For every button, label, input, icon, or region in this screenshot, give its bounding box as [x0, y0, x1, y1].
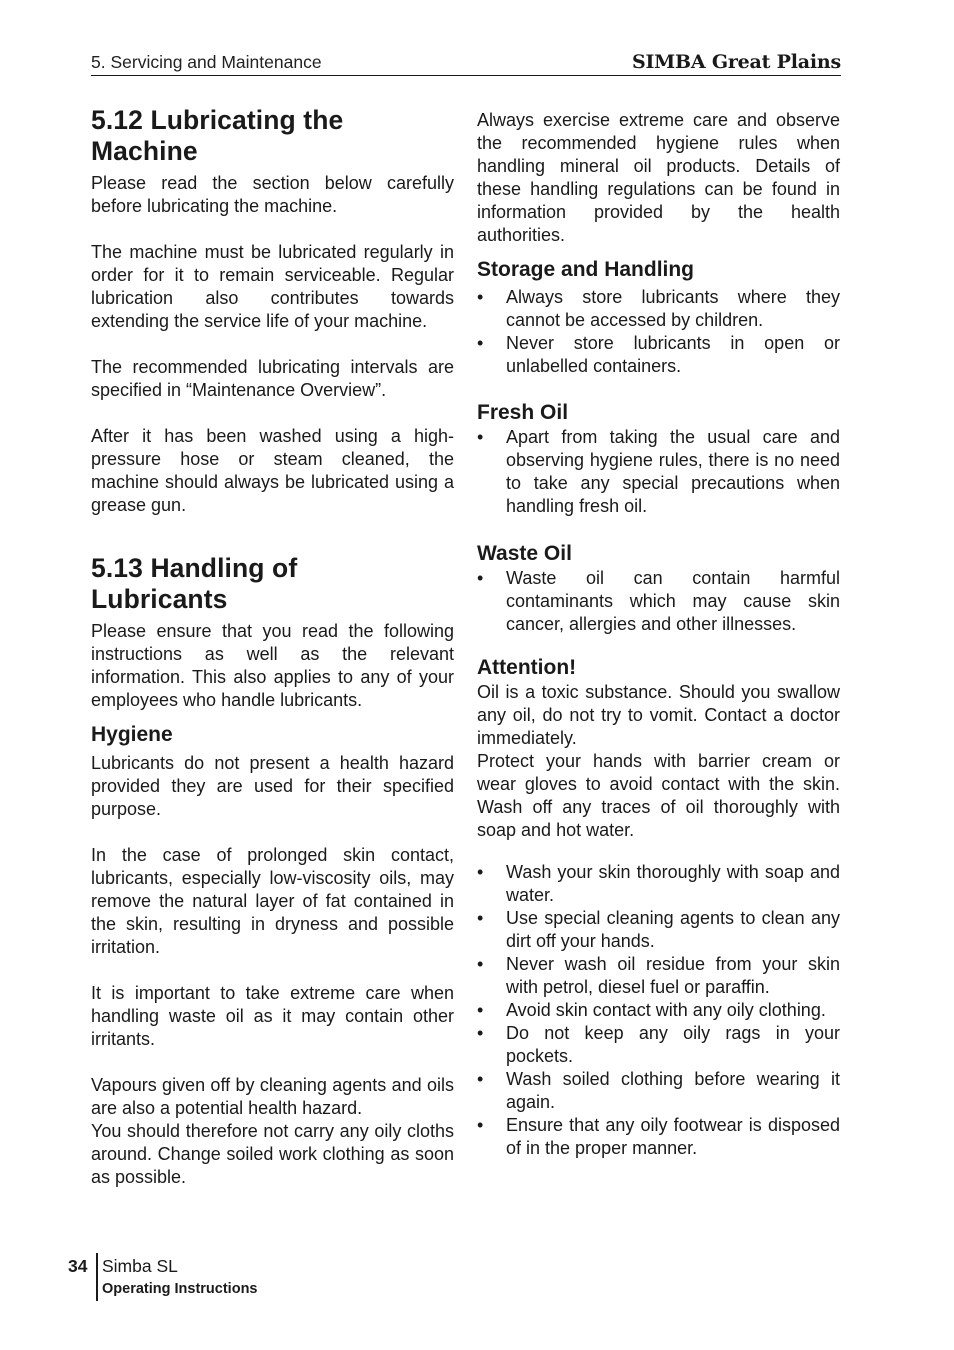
subheading-hygiene: Hygiene: [91, 723, 173, 746]
bullet-icon: •: [477, 568, 484, 588]
paragraph: It is important to take extreme care when handling waste oil as it may contain other irritants.: [91, 983, 454, 1049]
list-item-text: Waste oil can contain harmful contaminants which may cause skin cancer, allergies and other illnesses.: [506, 568, 840, 634]
bullet-icon: •: [477, 908, 484, 928]
paragraph: Lubricants do not present a health hazard provided they are used for their specified purpose.: [91, 753, 454, 819]
paragraph: After it has been washed using a high-pressure hose or steam cleaned, the machine should always be lubricated using a grease gun.: [91, 426, 454, 515]
paragraph: The machine must be lubricated regularly in order for it to remain serviceable. Regular lubrication also contributes towards extending the service life of your machine.: [91, 242, 454, 331]
list-item: [477, 1022, 840, 1068]
subheading-storage: Storage and Handling: [477, 258, 695, 281]
list-item-text: Apart from taking the usual care and observing hygiene rules, there is no need to take any special precautions when handling fresh oil.: [506, 427, 840, 516]
list-item-text: Wash your skin thoroughly with soap and water.: [506, 862, 840, 905]
list-item: [477, 567, 840, 636]
bullet-icon: •: [477, 1069, 484, 1089]
bullet-list-attention: [477, 861, 840, 1160]
bullet-icon: •: [477, 287, 484, 307]
bullet-icon: •: [477, 427, 484, 447]
list-item-text: Always store lubricants where they cannot be accessed by children.: [506, 287, 840, 330]
paragraph: Please ensure that you read the following instructions as well as the relevant information. This also applies to any of your employees who handle lubricants.: [91, 621, 454, 710]
bullet-icon: •: [477, 1000, 484, 1020]
page-header: [91, 50, 841, 76]
bullet-icon: •: [477, 1115, 484, 1135]
list-item: [477, 332, 840, 378]
list-item-text: Avoid skin contact with any oily clothing.: [506, 1000, 826, 1020]
bullet-icon: •: [477, 862, 484, 882]
list-item: [477, 999, 840, 1022]
paragraph: You should therefore not carry any oily cloths around. Change soiled work clothing as soon as possible.: [91, 1121, 454, 1187]
list-item-text: Do not keep any oily rags in your pockets.: [506, 1023, 840, 1066]
paragraph: Protect your hands with barrier cream or wear gloves to avoid contact with the skin. Wash off any traces of oil thoroughly with soap and hot water.: [477, 751, 840, 840]
left-column: [91, 105, 454, 1189]
subheading-attention: Attention!: [477, 656, 577, 679]
list-item-text: Use special cleaning agents to clean any dirt off your hands.: [506, 908, 840, 951]
bullet-list-waste-oil: [477, 567, 840, 636]
footer-divider: [96, 1253, 98, 1301]
list-item-text: Never store lubricants in open or unlabelled containers.: [506, 333, 840, 376]
paragraph: Always exercise extreme care and observe the recommended hygiene rules when handling mineral oil products. Details of these handling regulations can be found in information provided by the health authorities.: [477, 110, 840, 245]
paragraph: Please read the section below carefully before lubricating the machine.: [91, 173, 454, 216]
section-title-handling: 5.13 Handling of Lubricants: [91, 553, 298, 614]
bullet-list-storage: [477, 286, 840, 378]
paragraph: Oil is a toxic substance. Should you swallow any oil, do not try to vomit. Contact a doctor immediately.: [477, 682, 840, 748]
section-title-lubricating: 5.12 Lubricating the Machine: [91, 105, 344, 166]
list-item: [477, 953, 840, 999]
list-item: [477, 426, 840, 518]
paragraph: The recommended lubricating intervals are specified in “Maintenance Overview”.: [91, 357, 454, 400]
subheading-fresh-oil: Fresh Oil: [477, 401, 569, 424]
bullet-icon: •: [477, 1023, 484, 1043]
bullet-icon: •: [477, 333, 484, 353]
brand-logo: SIMBA Great Plains: [631, 51, 841, 73]
paragraph: In the case of prolonged skin contact, lubricants, especially low-viscosity oils, may remove the natural layer of fat contained in the skin, resulting in dryness and possible irritation.: [91, 845, 454, 957]
list-item: [477, 907, 840, 953]
footer-product-title: Simba SL: [102, 1256, 178, 1276]
list-item: [477, 1114, 840, 1160]
list-item-text: Ensure that any oily footwear is disposed of in the proper manner.: [506, 1115, 840, 1158]
footer-document-type: Operating Instructions: [102, 1281, 258, 1297]
bullet-list-fresh-oil: [477, 426, 840, 518]
list-item: [477, 1068, 840, 1114]
paragraph: Vapours given off by cleaning agents and oils are also a potential health hazard.: [91, 1075, 454, 1118]
page-number: 34: [68, 1256, 88, 1276]
right-column: [477, 109, 840, 1160]
header-section-title: 5. Servicing and Maintenance: [91, 52, 322, 72]
list-item: [477, 861, 840, 907]
list-item-text: Never wash oil residue from your skin with petrol, diesel fuel or paraffin.: [506, 954, 840, 997]
list-item: [477, 286, 840, 332]
bullet-icon: •: [477, 954, 484, 974]
list-item-text: Wash soiled clothing before wearing it again.: [506, 1069, 840, 1112]
subheading-waste-oil: Waste Oil: [477, 542, 572, 565]
